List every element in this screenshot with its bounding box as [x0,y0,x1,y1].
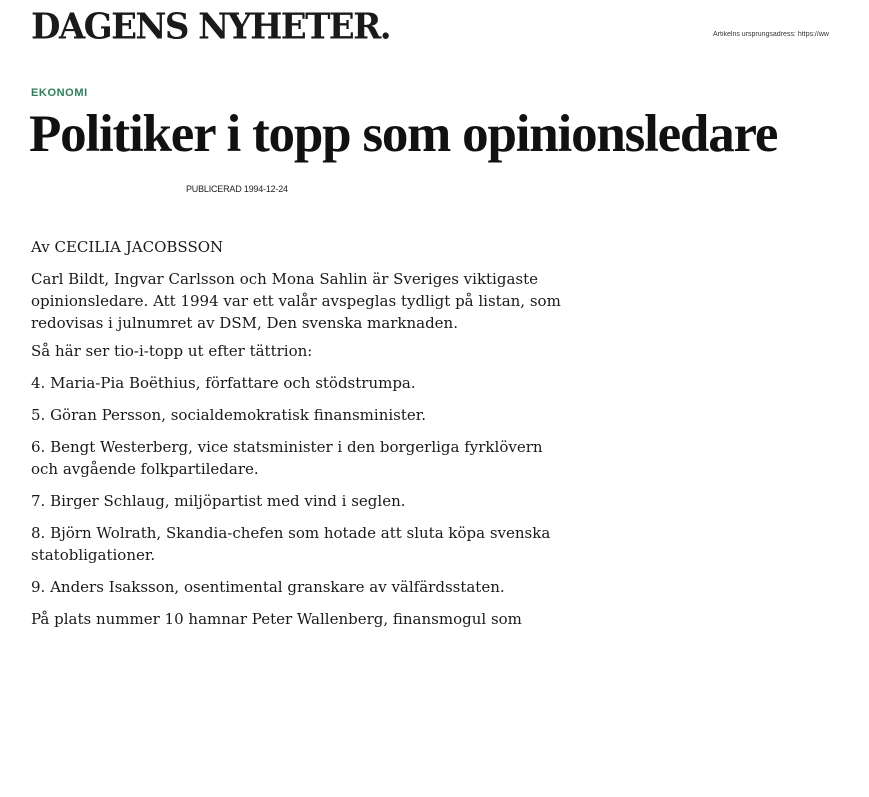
list-item: 4. Maria-Pia Boëthius, författare och stödstrumpa. [31,374,416,392]
list-item: 6. Bengt Westerberg, vice statsminister i den borgerliga fyrklövern och avgående folkpartiledare. [31,438,543,478]
article-paragraph: Carl Bildt, Ingvar Carlsson och Mona Sahlin är Sveriges viktigaste opinionsledare. Att 1994 var ett valår avspeglas tydligt på listan, som redovisas i julnumret av DSM, Den svenska marknaden. [31,270,561,332]
list-item: 9. Anders Isaksson, osentimental granskare av välfärdsstaten. [31,578,505,596]
article-paragraph: Så här ser tio-i-topp ut efter tättrion: [31,342,313,360]
list-item: 8. Björn Wolrath, Skandia-chefen som hotade att sluta köpa svenska statobligationer. [31,524,551,564]
newspaper-logo: DAGENS NYHETER. [31,5,390,48]
list-item: 7. Birger Schlaug, miljöpartist med vind i seglen. [31,492,406,510]
article-paragraph: På plats nummer 10 hamnar Peter Wallenberg, finansmogul som [31,610,522,628]
section-label: EKONOMI [31,87,88,99]
source-url: Artikelns ursprungsadress: https://ww [713,31,829,38]
article-headline: Politiker i topp som opinionsledare [29,105,778,163]
list-item: 5. Göran Persson, socialdemokratisk finansminister. [31,406,427,424]
byline: Av CECILIA JACOBSSON [31,238,224,256]
article-body [31,236,571,640]
published-date: PUBLICERAD 1994-12-24 [186,184,288,194]
